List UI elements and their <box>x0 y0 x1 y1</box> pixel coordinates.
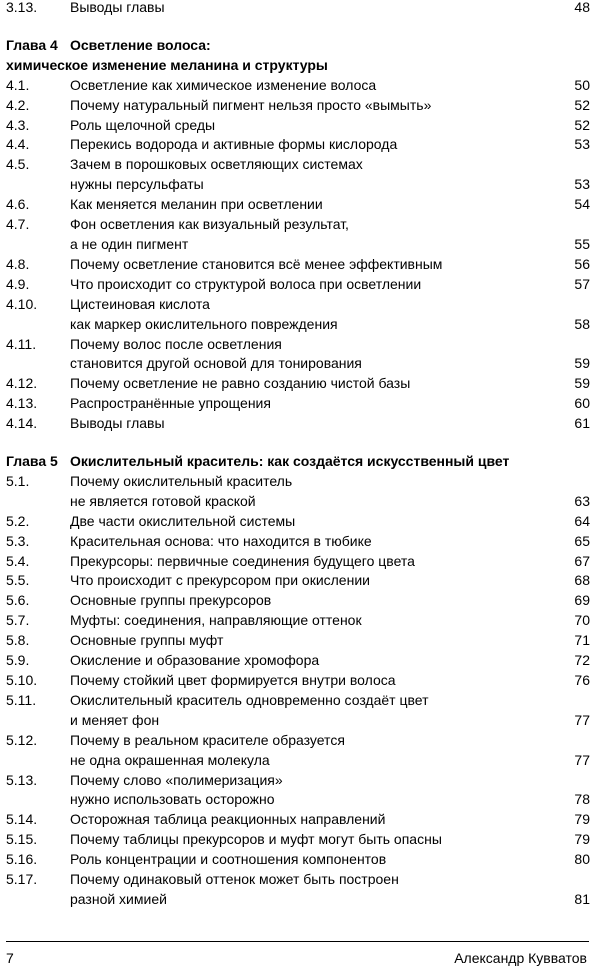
toc-entry <box>6 771 590 791</box>
entry-page: 77 <box>574 711 590 728</box>
toc-entry <box>6 830 590 850</box>
entry-title: Роль щелочной среды <box>70 116 216 133</box>
entry-page: 71 <box>574 632 590 649</box>
entry-page: 53 <box>574 136 590 153</box>
toc-entry-continued <box>6 175 590 195</box>
toc-entry <box>6 275 590 295</box>
chapter-label: Глава 4 <box>6 36 58 53</box>
toc-entry-continued <box>6 315 590 335</box>
entry-title: Основные группы муфт <box>70 632 224 649</box>
toc-entry <box>6 810 590 830</box>
entry-page: 81 <box>574 890 590 907</box>
entry-number: 5.2. <box>6 512 30 529</box>
entry-title: Перекись водорода и активные формы кислорода <box>70 136 398 153</box>
entry-title: Как меняется меланин при осветлении <box>70 196 323 213</box>
entry-number: 4.9. <box>6 275 30 292</box>
entry-page: 78 <box>574 791 590 808</box>
entry-title: Что происходит с прекурсором при окислении <box>70 572 370 589</box>
entry-title: Осветление как химическое изменение волоса <box>70 76 377 93</box>
entry-page: 57 <box>574 275 590 292</box>
entry-number: 4.13. <box>6 395 38 412</box>
entry-page: 64 <box>574 512 590 529</box>
entry-page: 54 <box>574 196 590 213</box>
entry-number: 4.5. <box>6 156 30 173</box>
entry-title-continued: и меняет фон <box>70 711 160 728</box>
entry-page: 48 <box>574 0 590 15</box>
entry-title: Почему волос после осветления <box>70 335 282 352</box>
entry-number: 4.6. <box>6 196 30 213</box>
toc-entry <box>6 116 590 136</box>
entry-page: 52 <box>574 116 590 133</box>
toc-entry <box>6 155 590 175</box>
toc-entry-continued <box>6 751 590 771</box>
toc-entry-continued <box>6 711 590 731</box>
entry-page: 77 <box>574 751 590 768</box>
entry-number: 5.11. <box>6 691 37 708</box>
chapter-title: Осветление волоса: <box>70 36 211 53</box>
entry-title-continued: становится другой основой для тонирования <box>70 355 362 372</box>
toc-entry-continued <box>6 354 590 374</box>
toc-entry <box>6 691 590 711</box>
entry-title: Осторожная таблица реакционных направлений <box>70 811 386 828</box>
chapter-heading-line2 <box>6 56 590 76</box>
entry-title: Муфты: соединения, направляющие оттенок <box>70 612 362 629</box>
toc-entry <box>6 631 590 651</box>
toc-entry-continued <box>6 492 590 512</box>
entry-number: 4.11. <box>6 335 37 352</box>
entry-number: 4.3. <box>6 116 30 133</box>
toc-entry <box>6 532 590 552</box>
toc-entry <box>6 870 590 890</box>
chapter-heading <box>6 452 590 472</box>
toc-entry <box>6 374 590 394</box>
toc-entry <box>6 215 590 235</box>
entry-title: Выводы главы <box>70 0 165 15</box>
entry-number: 5.12. <box>6 731 38 748</box>
entry-title: Почему осветление становится всё менее эффективным <box>70 255 443 272</box>
toc-entry <box>6 611 590 631</box>
entry-title: Фон осветления как визуальный результат, <box>70 216 349 233</box>
table-of-contents <box>6 0 590 910</box>
entry-title: Основные группы прекурсоров <box>70 592 272 609</box>
entry-title-continued: а не один пигмент <box>70 235 189 252</box>
entry-page: 60 <box>574 395 590 412</box>
toc-entry <box>6 850 590 870</box>
toc-entry <box>6 591 590 611</box>
toc-entry <box>6 552 590 572</box>
entry-page: 53 <box>574 176 590 193</box>
entry-title: Почему окислительный краситель <box>70 472 293 489</box>
entry-number: 5.3. <box>6 532 30 549</box>
entry-title-continued: как маркер окислительного повреждения <box>70 315 338 332</box>
toc-entry <box>6 512 590 532</box>
toc-entry <box>6 394 590 414</box>
entry-title: Выводы главы <box>70 415 165 432</box>
entry-title: Окисление и образование хромофора <box>70 652 320 669</box>
entry-number: 5.13. <box>6 771 38 788</box>
entry-number: 4.4. <box>6 136 30 153</box>
entry-page: 61 <box>574 415 590 432</box>
entry-page: 52 <box>574 96 590 113</box>
entry-title: Цистеиновая кислота <box>70 295 210 312</box>
entry-title: Почему натуральный пигмент нельзя просто «вымыть» <box>70 96 432 113</box>
entry-title-continued: не является готовой краской <box>70 492 256 509</box>
entry-number: 5.14. <box>6 811 38 828</box>
chapter-heading <box>6 36 590 56</box>
toc-entry <box>6 255 590 275</box>
entry-page: 55 <box>574 235 590 252</box>
entry-title-continued: разной химией <box>70 890 167 907</box>
entry-title: Роль концентрации и соотношения компонентов <box>70 851 387 868</box>
entry-page: 50 <box>574 76 590 93</box>
entry-number: 4.1. <box>6 76 30 93</box>
entry-number: 5.9. <box>6 652 30 669</box>
footer-page-number: 7 <box>6 950 14 966</box>
entry-page: 80 <box>574 851 590 868</box>
toc-entry <box>6 414 590 434</box>
entry-title: Красительная основа: что находится в тюбике <box>70 532 372 549</box>
toc-entry <box>6 0 590 18</box>
entry-number: 5.15. <box>6 831 38 848</box>
entry-number: 4.14. <box>6 415 38 432</box>
entry-title-continued: нужны персульфаты <box>70 176 204 193</box>
entry-page: 65 <box>574 532 590 549</box>
entry-title-continued: не одна окрашенная молекула <box>70 751 270 768</box>
entry-number: 4.7. <box>6 216 30 233</box>
entry-page: 79 <box>574 831 590 848</box>
entry-title: Почему таблицы прекурсоров и муфт могут быть опасны <box>70 831 442 848</box>
entry-page: 79 <box>574 811 590 828</box>
entry-number: 5.6. <box>6 592 30 609</box>
footer-divider <box>6 941 589 942</box>
entry-page: 63 <box>574 492 590 509</box>
entry-number: 5.10. <box>6 672 38 688</box>
toc-entry-continued <box>6 890 590 910</box>
chapter-title: Окислительный краситель: как создаётся искусственный цвет <box>70 453 510 470</box>
entry-number: 5.16. <box>6 851 38 868</box>
entry-title: Две части окислительной системы <box>70 512 296 529</box>
chapter-title-continued: химическое изменение меланина и структуры <box>6 56 328 73</box>
entry-title: Почему в реальном красителе образуется <box>70 731 345 748</box>
toc-entry <box>6 335 590 355</box>
entry-number: 5.5. <box>6 572 30 589</box>
entry-page: 69 <box>574 592 590 609</box>
entry-title: Что происходит со структурой волоса при осветлении <box>70 275 422 292</box>
entry-page: 59 <box>574 375 590 392</box>
toc-entry <box>6 195 590 215</box>
entry-number: 5.7. <box>6 612 30 629</box>
entry-page: 59 <box>574 355 590 372</box>
toc-chapter5-entries <box>6 472 590 910</box>
toc-entry-continued <box>6 235 590 255</box>
entry-title: Почему осветление не равно созданию чистой базы <box>70 375 411 392</box>
entry-title: Зачем в порошковых осветляющих системах <box>70 156 363 173</box>
footer-author: Александр Кувватов <box>454 950 587 966</box>
toc-entry <box>6 76 590 96</box>
entry-title: Окислительный краситель одновременно создаёт цвет <box>70 691 429 708</box>
entry-number: 4.10. <box>6 295 38 312</box>
toc-entry <box>6 472 590 492</box>
entry-number: 4.8. <box>6 255 30 272</box>
toc-entry <box>6 295 590 315</box>
entry-title-continued: нужно использовать осторожно <box>70 791 275 808</box>
entry-page: 72 <box>574 652 590 669</box>
entry-page: 68 <box>574 572 590 589</box>
toc-entry <box>6 671 590 691</box>
chapter-label: Глава 5 <box>6 453 58 470</box>
entry-number: 3.13. <box>6 0 38 15</box>
entry-number: 5.1. <box>6 472 30 489</box>
entry-title: Прекурсоры: первичные соединения будущего цвета <box>70 552 415 569</box>
toc-entry <box>6 731 590 751</box>
entry-number: 4.2. <box>6 96 30 113</box>
entry-page: 76 <box>574 672 590 688</box>
toc-entry <box>6 571 590 591</box>
toc-entry-continued <box>6 790 590 810</box>
entry-title: Почему слово «полимеризация» <box>70 771 283 788</box>
entry-title: Почему одинаковый оттенок может быть построен <box>70 871 399 888</box>
entry-page: 70 <box>574 612 590 629</box>
entry-page: 58 <box>574 315 590 332</box>
entry-number: 5.4. <box>6 552 30 569</box>
toc-entry <box>6 651 590 671</box>
entry-title: Распространённые упрощения <box>70 395 271 412</box>
toc-entry <box>6 135 590 155</box>
toc-chapter4-entries <box>6 76 590 434</box>
entry-number: 4.12. <box>6 375 38 392</box>
toc-entry <box>6 96 590 116</box>
entry-number: 5.17. <box>6 871 38 888</box>
entry-number: 5.8. <box>6 632 30 649</box>
toc-section-end-chapter3 <box>6 0 590 18</box>
entry-page: 56 <box>574 255 590 272</box>
entry-title: Почему стойкий цвет формируется внутри волоса <box>70 672 396 688</box>
entry-page: 67 <box>574 552 590 569</box>
